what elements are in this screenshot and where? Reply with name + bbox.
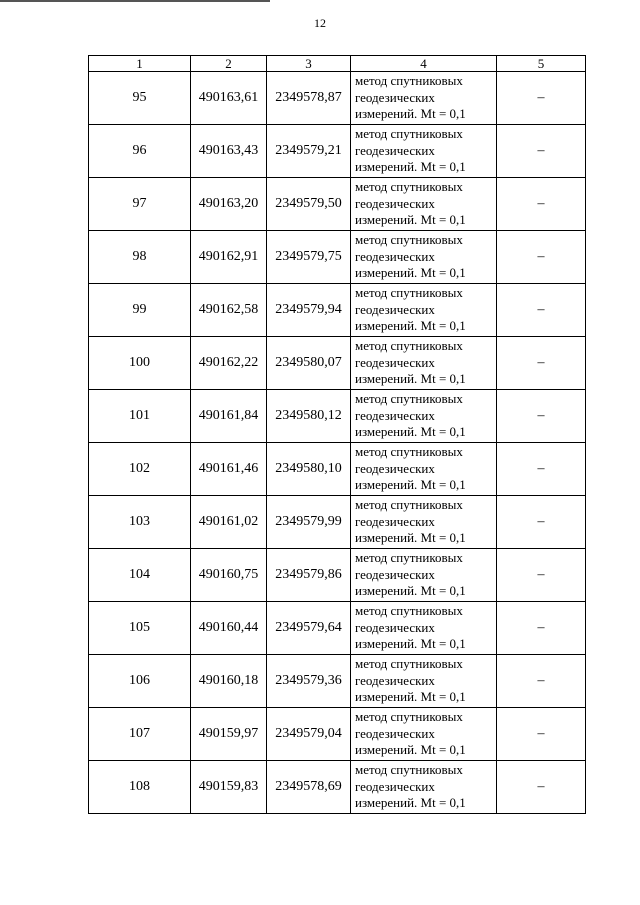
method-line-1: метод спутниковых [355, 285, 463, 301]
coordinate-x: 490161,46 [191, 443, 267, 496]
method-description [351, 602, 497, 655]
point-number: 107 [89, 708, 191, 761]
method-line-2: геодезических [355, 672, 435, 688]
point-number: 101 [89, 390, 191, 443]
table-row [89, 761, 586, 814]
table-row [89, 284, 586, 337]
table-row [89, 655, 586, 708]
method-line-3: измерений. Mt = 0,1 [355, 583, 466, 599]
note-dash: – [497, 443, 586, 496]
coordinate-x: 490161,84 [191, 390, 267, 443]
note-dash: – [497, 231, 586, 284]
method-line-3: измерений. Mt = 0,1 [355, 106, 466, 122]
point-number: 95 [89, 72, 191, 125]
coordinate-y: 2349579,86 [267, 549, 351, 602]
note-dash: – [497, 761, 586, 814]
table-body [89, 72, 586, 814]
method-line-3: измерений. Mt = 0,1 [355, 265, 466, 281]
coordinate-x: 490160,18 [191, 655, 267, 708]
method-line-3: измерений. Mt = 0,1 [355, 371, 466, 387]
table-row [89, 390, 586, 443]
method-description [351, 549, 497, 602]
point-number: 104 [89, 549, 191, 602]
table-row [89, 602, 586, 655]
method-description [351, 337, 497, 390]
method-line-2: геодезических [355, 778, 435, 794]
method-line-1: метод спутниковых [355, 179, 463, 195]
note-dash: – [497, 125, 586, 178]
method-line-1: метод спутниковых [355, 444, 463, 460]
note-dash: – [497, 178, 586, 231]
method-line-2: геодезических [355, 248, 435, 264]
coordinate-x: 490163,20 [191, 178, 267, 231]
point-number: 103 [89, 496, 191, 549]
header-cell-3: 3 [267, 56, 351, 72]
note-dash: – [497, 337, 586, 390]
method-line-2: геодезических [355, 460, 435, 476]
point-number: 96 [89, 125, 191, 178]
method-line-1: метод спутниковых [355, 656, 463, 672]
method-line-1: метод спутниковых [355, 126, 463, 142]
coordinate-y: 2349579,94 [267, 284, 351, 337]
coordinate-y: 2349578,87 [267, 72, 351, 125]
note-dash: – [497, 708, 586, 761]
method-line-1: метод спутниковых [355, 338, 463, 354]
coordinate-x: 490161,02 [191, 496, 267, 549]
method-line-3: измерений. Mt = 0,1 [355, 689, 466, 705]
method-line-2: геодезических [355, 566, 435, 582]
coordinate-x: 490160,75 [191, 549, 267, 602]
coordinate-x: 490159,97 [191, 708, 267, 761]
coordinate-y: 2349579,21 [267, 125, 351, 178]
method-line-2: геодезических [355, 407, 435, 423]
header-cell-1: 1 [89, 56, 191, 72]
header-cell-5: 5 [497, 56, 586, 72]
method-line-1: метод спутниковых [355, 603, 463, 619]
header-cell-4: 4 [351, 56, 497, 72]
coordinate-x: 490162,91 [191, 231, 267, 284]
method-line-1: метод спутниковых [355, 391, 463, 407]
method-line-3: измерений. Mt = 0,1 [355, 212, 466, 228]
note-dash: – [497, 549, 586, 602]
method-description [351, 72, 497, 125]
note-dash: – [497, 284, 586, 337]
top-rule [0, 0, 270, 2]
method-line-2: геодезических [355, 301, 435, 317]
coordinate-x: 490162,22 [191, 337, 267, 390]
point-number: 105 [89, 602, 191, 655]
note-dash: – [497, 655, 586, 708]
table-row [89, 231, 586, 284]
table-row [89, 72, 586, 125]
method-line-2: геодезических [355, 195, 435, 211]
table-row [89, 708, 586, 761]
method-line-3: измерений. Mt = 0,1 [355, 795, 466, 811]
coordinate-x: 490159,83 [191, 761, 267, 814]
table-row [89, 443, 586, 496]
header-cell-2: 2 [191, 56, 267, 72]
point-number: 98 [89, 231, 191, 284]
method-description [351, 443, 497, 496]
point-number: 99 [89, 284, 191, 337]
method-description [351, 708, 497, 761]
method-description [351, 284, 497, 337]
note-dash: – [497, 602, 586, 655]
method-line-1: метод спутниковых [355, 73, 463, 89]
method-line-2: геодезических [355, 354, 435, 370]
coordinate-y: 2349578,69 [267, 761, 351, 814]
coordinate-y: 2349579,50 [267, 178, 351, 231]
coordinate-y: 2349580,10 [267, 443, 351, 496]
table-row [89, 549, 586, 602]
table-row [89, 125, 586, 178]
point-number: 106 [89, 655, 191, 708]
method-line-3: измерений. Mt = 0,1 [355, 530, 466, 546]
coordinate-y: 2349579,75 [267, 231, 351, 284]
table-header-row [89, 56, 586, 72]
method-description [351, 390, 497, 443]
method-description [351, 496, 497, 549]
note-dash: – [497, 390, 586, 443]
page-number: 12 [314, 16, 326, 30]
method-line-2: геодезических [355, 725, 435, 741]
coordinate-x: 490162,58 [191, 284, 267, 337]
method-description [351, 655, 497, 708]
method-line-1: метод спутниковых [355, 232, 463, 248]
table-row [89, 496, 586, 549]
note-dash: – [497, 72, 586, 125]
method-line-1: метод спутниковых [355, 550, 463, 566]
method-description [351, 178, 497, 231]
method-line-1: метод спутниковых [355, 709, 463, 725]
coordinate-x: 490163,61 [191, 72, 267, 125]
point-number: 108 [89, 761, 191, 814]
method-line-3: измерений. Mt = 0,1 [355, 318, 466, 334]
table-row [89, 337, 586, 390]
method-line-2: геодезических [355, 142, 435, 158]
coordinate-x: 490163,43 [191, 125, 267, 178]
note-dash: – [497, 496, 586, 549]
coordinates-table [88, 55, 586, 814]
coordinate-y: 2349580,07 [267, 337, 351, 390]
method-line-2: геодезических [355, 619, 435, 635]
method-line-1: метод спутниковых [355, 762, 463, 778]
coordinate-x: 490160,44 [191, 602, 267, 655]
coordinate-y: 2349579,64 [267, 602, 351, 655]
point-number: 97 [89, 178, 191, 231]
method-line-3: измерений. Mt = 0,1 [355, 636, 466, 652]
method-description [351, 125, 497, 178]
coordinate-y: 2349579,99 [267, 496, 351, 549]
method-line-1: метод спутниковых [355, 497, 463, 513]
coordinate-y: 2349580,12 [267, 390, 351, 443]
method-line-2: геодезических [355, 89, 435, 105]
coordinate-y: 2349579,04 [267, 708, 351, 761]
method-description [351, 761, 497, 814]
table-row [89, 178, 586, 231]
method-line-3: измерений. Mt = 0,1 [355, 159, 466, 175]
coordinate-y: 2349579,36 [267, 655, 351, 708]
method-line-3: измерений. Mt = 0,1 [355, 742, 466, 758]
method-line-3: измерений. Mt = 0,1 [355, 477, 466, 493]
point-number: 100 [89, 337, 191, 390]
method-line-2: геодезических [355, 513, 435, 529]
point-number: 102 [89, 443, 191, 496]
method-description [351, 231, 497, 284]
method-line-3: измерений. Mt = 0,1 [355, 424, 466, 440]
